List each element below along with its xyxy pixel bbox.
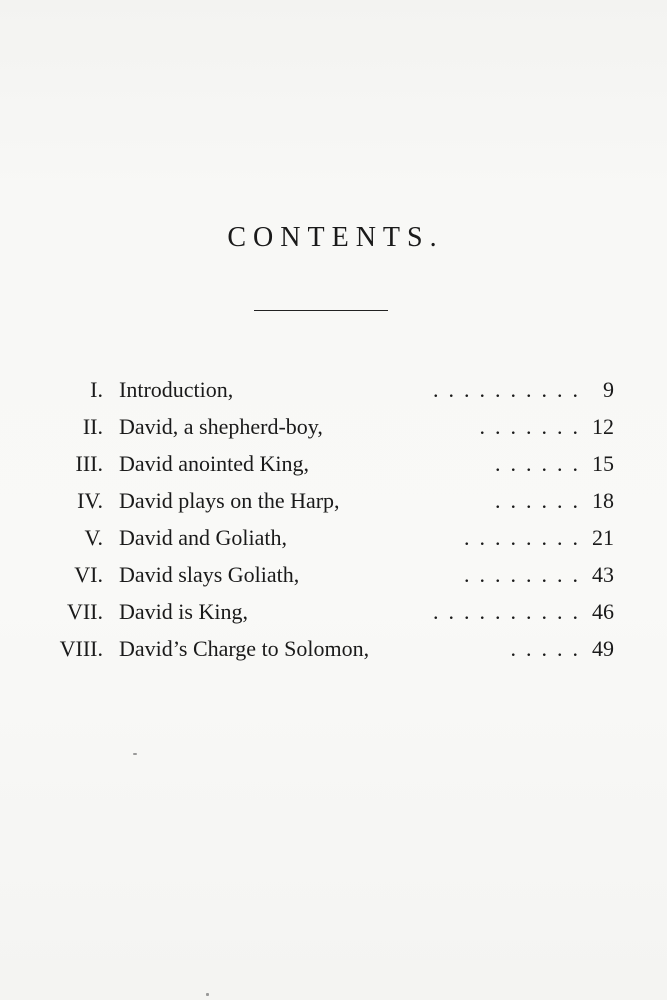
toc-entry [0, 409, 667, 445]
toc-entry [0, 594, 667, 630]
chapter-title: David anointed King, [119, 451, 310, 476]
chapter-title: David is King, [119, 599, 248, 624]
chapter-title: David’s Charge to Solomon, [119, 636, 370, 661]
page-number: 9 [603, 377, 614, 402]
title-divider-rule [254, 310, 388, 311]
toc-entry [0, 446, 667, 482]
chapter-numeral: III. [75, 451, 103, 476]
paper-speck [206, 993, 209, 996]
dot-leader: ........ [464, 562, 588, 587]
page-number: 21 [592, 525, 614, 550]
chapter-title: David, a shepherd-boy, [119, 414, 323, 439]
page-number: 46 [592, 599, 614, 624]
chapter-title: David plays on the Harp, [119, 488, 340, 513]
page-number: 18 [592, 488, 614, 513]
chapter-numeral: V. [84, 525, 103, 550]
chapter-title: David and Goliath, [119, 525, 288, 550]
toc-entry [0, 372, 667, 408]
dot-leader: ..... [510, 636, 588, 661]
toc-entry [0, 520, 667, 556]
chapter-numeral: VIII. [59, 636, 103, 661]
page-number: 43 [592, 562, 614, 587]
toc-entry [0, 631, 667, 667]
chapter-title: Introduction, [119, 377, 234, 402]
dot-leader: ...... [495, 451, 588, 476]
dot-leader: ....... [479, 414, 588, 439]
toc-entry [0, 557, 667, 593]
dot-leader: .......... [433, 599, 588, 624]
chapter-numeral: II. [82, 414, 103, 439]
dot-leader: ...... [495, 488, 588, 513]
dot-leader: ........ [464, 525, 588, 550]
contents-heading: CONTENTS. [227, 222, 444, 253]
chapter-numeral: I. [90, 377, 103, 402]
chapter-numeral: VI. [74, 562, 103, 587]
page-number: 15 [592, 451, 614, 476]
chapter-title: David slays Goliath, [119, 562, 300, 587]
toc-entry [0, 483, 667, 519]
dot-leader: .......... [433, 377, 588, 402]
chapter-numeral: IV. [77, 488, 103, 513]
chapter-numeral: VII. [66, 599, 103, 624]
paper-speck [133, 753, 137, 755]
page-number: 12 [592, 414, 614, 439]
page-number: 49 [592, 636, 614, 661]
